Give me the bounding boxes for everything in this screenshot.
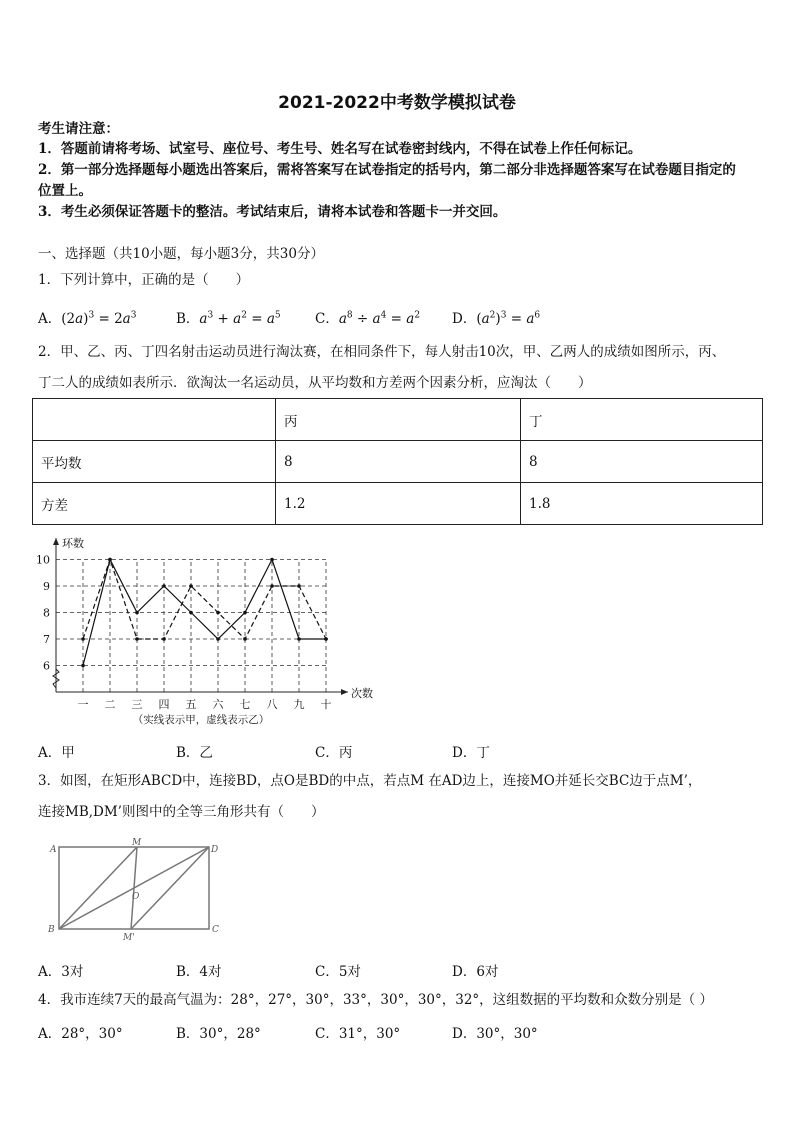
table-cell: 8 [521, 441, 763, 483]
table-header-cell [33, 399, 276, 441]
notice-item-3: 3．考生必须保证答题卡的整洁。考试结束后，请将本试卷和答题卡一并交回。 [38, 204, 507, 220]
y-tick-label: 9 [43, 580, 50, 593]
table-cell: 方差 [33, 483, 276, 525]
notice-heading: 考生请注意： [38, 121, 119, 137]
label-a: A [50, 845, 57, 855]
y-axis-label: 环数 [62, 537, 84, 550]
segment-bm [59, 847, 137, 929]
q2-stem-line1: 2．甲、乙、丙、丁四名射击运动员进行淘汰赛，在相同条件下，每人射击10次，甲、乙两人的成绩如图所示，丙、 [38, 344, 726, 360]
data-point [189, 611, 193, 615]
notice-item-2-cont: 位置上。 [38, 183, 92, 199]
data-point [270, 558, 274, 562]
y-tick-label: 6 [43, 659, 50, 673]
table-header-row [33, 399, 763, 441]
section-heading: 一、选择题（共10小题，每小题3分，共30分） [38, 246, 324, 262]
q2-option-b: B．乙 [176, 745, 213, 761]
q3-stem-line1: 3．如图，在矩形ABCD中，连接BD，点O是BD的中点，若点M 在AD边上，连接MO并延长交BC边于点M’， [38, 773, 702, 789]
x-tick-label: 六 [212, 698, 224, 711]
x-tick-label: 五 [185, 698, 197, 711]
label-b: B [48, 925, 55, 935]
data-point [189, 584, 193, 588]
data-point [135, 611, 139, 615]
x-tick-label: 十 [320, 698, 332, 711]
rectangle-geometry-figure [40, 835, 230, 945]
notice-item-2: 2．第一部分选择题每小题选出答案后，需将答案写在试卷指定的括号内，第二部分非选择题答案写在试卷题目指定的 [38, 162, 736, 178]
x-axis-arrow [341, 689, 348, 695]
data-point [297, 584, 301, 588]
label-d: D [211, 845, 219, 855]
data-point [243, 637, 247, 641]
data-point [81, 664, 85, 668]
q1-option-c: C．$a^8 \div a^4 = a^2$ [315, 310, 421, 327]
table-cell: 平均数 [33, 441, 276, 483]
q4-stem: 4．我市连续7天的最高气温为：28°，27°，30°，33°，30°，30°，32°，这组数据的平均数和众数分别是（ ） [38, 992, 713, 1008]
x-tick-label: 三 [131, 698, 143, 711]
data-point [324, 637, 328, 641]
data-point [216, 611, 220, 615]
data-point [135, 637, 139, 641]
q1-option-a: A．$(2a)^3 = 2a^3$ [38, 310, 137, 327]
q2-option-c: C．丙 [315, 745, 353, 761]
q1-option-d: D．$(a^2)^3 = a^6$ [452, 310, 541, 327]
q3-option-d: D．6对 [452, 964, 499, 980]
x-tick-label: 四 [158, 698, 170, 711]
q2-stem-line2: 丁二人的成绩如表所示．欲淘汰一名运动员，从平均数和方差两个因素分析，应淘汰（ ） [38, 375, 592, 391]
q3-option-c: C．5对 [315, 964, 361, 980]
q2-option-d: D．丁 [452, 745, 490, 761]
data-point [243, 611, 247, 615]
table-cell: 1.2 [276, 483, 521, 525]
table-cell: 8 [276, 441, 521, 483]
q4-option-c: C．31°，30° [315, 1026, 401, 1042]
x-tick-label: 九 [293, 698, 305, 711]
x-tick-label: 八 [266, 698, 278, 711]
q3-option-b: B．4对 [176, 964, 222, 980]
data-point [162, 584, 166, 588]
x-tick-label: 一 [77, 698, 89, 711]
table-row [33, 441, 763, 483]
segment-dm2 [131, 847, 209, 929]
q3-option-a: A．3对 [38, 964, 84, 980]
y-tick-label: 8 [43, 606, 50, 620]
q1-stem: 1．下列计算中，正确的是（ ） [38, 272, 250, 288]
table-cell: 1.8 [521, 483, 763, 525]
q2-score-table [32, 398, 763, 525]
x-axis-label: 次数 [351, 687, 373, 700]
data-point [270, 584, 274, 588]
page-title: 2021-2022中考数学模拟试卷 [278, 93, 516, 113]
x-tick-label: 七 [239, 698, 251, 711]
x-tick-label: 二 [104, 698, 116, 711]
y-tick-label: 7 [43, 633, 50, 646]
label-o: O [132, 892, 140, 902]
table-row [33, 483, 763, 525]
shooting-scores-chart [30, 530, 390, 735]
q3-stem-line2: 连接MB,DM’则图中的全等三角形共有（ ） [38, 804, 325, 820]
table-header-cell: 丁 [521, 399, 763, 441]
table-header-cell: 丙 [276, 399, 521, 441]
y-axis-arrow [53, 538, 59, 545]
q4-option-a: A．28°，30° [38, 1026, 123, 1042]
data-point [108, 558, 112, 562]
series-line-yi [83, 560, 326, 640]
data-point [81, 637, 85, 641]
notice-item-1: 1．答题前请将考场、试室号、座位号、考生号、姓名写在试卷密封线内，不得在试卷上作任何标记。 [38, 141, 642, 157]
label-m-prime: M' [123, 933, 135, 943]
label-m: M [132, 838, 142, 848]
label-c: C [212, 925, 219, 935]
q2-option-a: A．甲 [38, 745, 75, 761]
y-tick-label: 10 [36, 553, 50, 567]
data-point [162, 637, 166, 641]
q4-option-b: B．30°，28° [176, 1026, 261, 1042]
data-point [297, 637, 301, 641]
chart-caption: （实线表示甲，虚线表示乙） [132, 714, 270, 726]
q4-option-d: D．30°，30° [452, 1026, 538, 1042]
data-point [216, 637, 220, 641]
segment-mm2 [131, 847, 137, 929]
q1-option-b: B．$a^3 + a^2 = a^5$ [176, 310, 281, 327]
